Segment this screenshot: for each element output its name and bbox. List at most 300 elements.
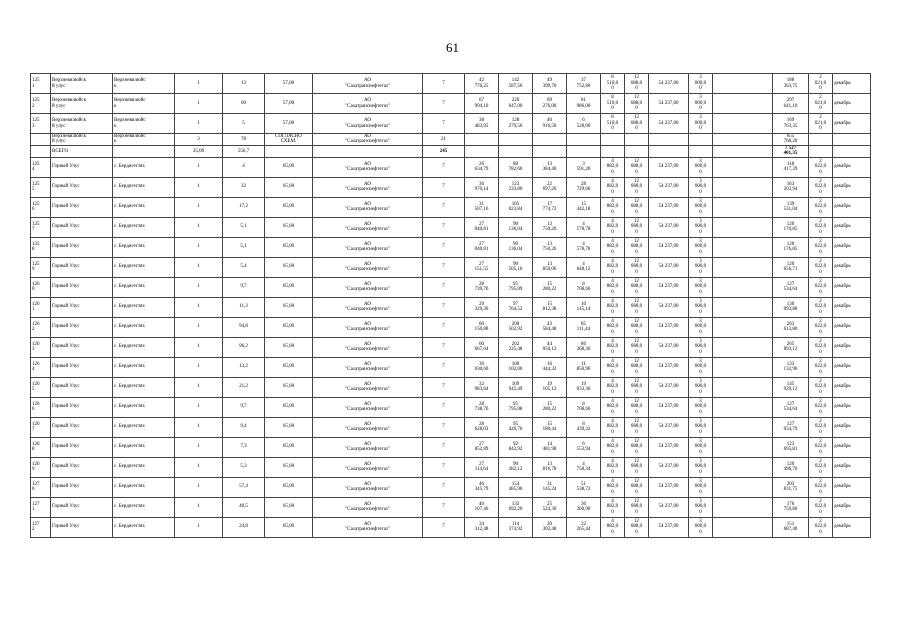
table-cell: 26 634,79 [465,157,499,177]
table-cell: Горный Улус [51,357,113,377]
table-cell: 2 022,0 0 [809,297,833,317]
table-row [31,317,871,337]
table-cell: АО "Сахатранснефтегаз" [313,457,423,477]
table-cell: с. Бердигестях [113,257,175,277]
table-cell: 3 591,20 [567,157,601,177]
table-cell: 3 000,0 0 [689,397,713,417]
table-cell [499,145,533,157]
table-row [31,237,871,257]
table-cell: 13 850,06 [533,257,567,277]
table-cell: 54 237,00 [649,437,689,457]
table-cell: 88 782,60 [499,157,533,177]
table-cell: 67 994,10 [465,94,499,114]
table-cell: Горный Улус [51,237,113,257]
table-cell: 19 105,12 [533,377,567,397]
table-cell: 2 022,0 0 [809,417,833,437]
table-cell: 3 000,0 0 [689,357,713,377]
table-cell: 5,4 [223,257,265,277]
table-cell: 54 237,00 [649,457,689,477]
table-cell: 54 237,00 [649,417,689,437]
table-cell: 7 [423,177,465,197]
table-cell: 7 [423,477,465,497]
table-cell [713,237,773,257]
table-cell: 4 882,0 0 [601,337,625,357]
table-cell: 13 [223,74,265,94]
table-cell: 4 882,0 0 [601,197,625,217]
table-cell: 105 023,84 [499,197,533,217]
table-cell: 69 276,00 [533,94,567,114]
table-cell: Горный Улус [51,157,113,177]
table-cell [833,145,871,157]
table-cell: 188 363,75 [773,74,809,94]
table-cell: 2 022,0 0 [809,457,833,477]
table-cell [31,134,51,146]
table-cell: 123 695,81 [773,437,809,457]
table-cell: 4 [223,157,265,177]
table-cell: 1 [175,277,223,297]
table-cell [499,134,533,146]
table-cell: 54 237,00 [649,377,689,397]
table-cell: декабрь [833,357,871,377]
table-cell: 42 776,25 [465,74,499,94]
table-cell: 54 237,00 [649,177,689,197]
table-cell: Горный Улус [51,337,113,357]
table-cell: Горный Улус [51,177,113,197]
table-cell: 54 237,00 [649,317,689,337]
table-cell: 49 399,70 [533,74,567,94]
table-cell: декабрь [833,377,871,397]
table-cell: 133 692,20 [499,497,533,517]
table-cell: Горный Улус [51,477,113,497]
table-cell: 28 729,60 [567,177,601,197]
table-cell: 65,00 [265,517,313,537]
table-cell: декабрь [833,257,871,277]
table-cell: 2 022,0 0 [809,237,833,257]
table-cell: 2 021,0 0 [809,114,833,134]
table-cell: 22 697,20 [533,177,567,197]
table-cell: 57,00 [265,74,313,94]
table-cell: 12 688,0 0 [625,477,649,497]
table-cell: 17,2 [223,197,265,217]
table-cell: 151 687,40 [773,517,809,537]
table-cell: 4 882,0 0 [601,477,625,497]
table-cell: 4 882,0 0 [601,417,625,437]
table-cell: 1 [175,257,223,277]
table-cell: АО "Сахатранснефтегаз" [313,177,423,197]
table-cell: 1 [175,477,223,497]
table-cell: 24,8 [223,517,265,537]
table-cell [713,357,773,377]
table-cell: 6 553,94 [567,437,601,457]
table-cell: 57,00 [265,94,313,114]
table-cell: 7 [423,277,465,297]
table-cell: 19 033,36 [567,377,601,397]
table-cell: Горный Улус [51,257,113,277]
table-cell: Горный Улус [51,377,113,397]
table-row [31,157,871,177]
table-cell: 3 000,0 0 [689,377,713,397]
table-cell: 65,00 [265,437,313,457]
table-cell [713,397,773,417]
table-cell: 120 496,76 [773,457,809,477]
table-cell: 12 688,0 0 [625,297,649,317]
table-cell: с. Бердигестях [113,237,175,257]
table-cell: Горный Улус [51,297,113,317]
table-cell: 1 [175,94,223,114]
table-cell: 7 [423,377,465,397]
table-cell: 556,7 [223,145,265,157]
table-cell: 15 812,38 [533,297,567,317]
table-cell: 54 237,00 [649,157,689,177]
table-cell: 125 3 [31,114,51,134]
table-cell: 12 688,0 0 [625,177,649,197]
table-cell: 46 345,79 [465,477,499,497]
table-cell: Верхневилюйск й улус [51,94,113,114]
table-cell: АО "Сахатранснефтегаз" [313,114,423,134]
table-cell [713,337,773,357]
table-cell: 2 022,0 0 [809,397,833,417]
table-row [31,217,871,237]
table-cell: 126 1 [31,297,51,317]
table-cell: 12 688,0 0 [625,237,649,257]
table-cell: 12 688,0 0 [625,217,649,237]
table-cell: 125 5 [31,177,51,197]
table-cell: 7 [423,317,465,337]
table-cell: 1 [175,357,223,377]
table-cell: 3 000,0 0 [689,74,713,94]
table-cell [689,145,713,157]
table-cell: 15 180,44 [533,417,567,437]
table-cell: 12 688,0 0 [625,517,649,537]
table-cell: 92 842,92 [499,437,533,457]
table-cell: 203 831,75 [773,477,809,497]
table-cell: 2 022,0 0 [809,217,833,237]
table-cell: 12 688,0 0 [625,157,649,177]
table-cell: 4 882,0 0 [601,157,625,177]
table-cell [833,134,871,146]
table-cell: 4 882,0 0 [601,357,625,377]
table-cell: 4 882,0 0 [601,317,625,337]
table-cell: 1 [175,517,223,537]
table-cell: 145 929,12 [773,377,809,397]
table-cell: СОГЛАСНО СХЕМ. [265,134,313,146]
table-cell: декабрь [833,74,871,94]
table-cell: 27 040,81 [465,217,499,237]
table-cell [313,145,423,157]
table-cell: с. Бердигестях [113,397,175,417]
table-row [31,397,871,417]
table-cell: 4 848,12 [567,257,601,277]
table-cell: с. Бердигестях [113,457,175,477]
table-cell: 65,00 [265,357,313,377]
table-cell: 22 265,44 [567,517,601,537]
table-cell: 4 578,78 [567,237,601,257]
table-cell [567,134,601,146]
table-cell: 126 8 [31,437,51,457]
table-cell: 46 916,50 [533,114,567,134]
table-cell [713,94,773,114]
table-cell [465,134,499,146]
table-cell: 3 000,0 0 [689,177,713,197]
table-cell: 3 [175,134,223,146]
table-cell: декабрь [833,277,871,297]
table-cell: 1 [175,417,223,437]
table-cell: декабрь [833,437,871,457]
table-cell: 5,1 [223,217,265,237]
table-cell: 38 483,95 [465,114,499,134]
table-cell [601,134,625,146]
table-cell: 130 093,88 [773,297,809,317]
table-cell: 1 [175,217,223,237]
table-cell: 90 136,04 [499,237,533,257]
table-cell: 65,00 [265,477,313,497]
table-cell: 36 360,90 [567,497,601,517]
table-cell: 1 [175,437,223,457]
table-cell [649,145,689,157]
table-cell [809,145,833,157]
table-cell: 8 708,66 [567,397,601,417]
table-row [31,94,871,114]
table-cell: 3 000,0 0 [689,417,713,437]
table-cell: 12 688,0 0 [625,277,649,297]
table-cell: 29 329,36 [465,297,499,317]
table-cell: 96,2 [223,337,265,357]
table-cell: 12 688,0 0 [625,257,649,277]
table-cell: 97 764,52 [499,297,533,317]
table-cell: АО "Сахатранснефтегаз" [313,277,423,297]
table-cell: 8 439,32 [567,417,601,437]
table-cell: 40 107,46 [465,497,499,517]
table-cell: 200 502,92 [499,317,533,337]
table-cell [625,145,649,157]
table-cell: 95 795,89 [499,277,533,297]
table-cell [533,134,567,146]
table-cell: 127 2 [31,517,51,537]
table-cell: с. Бердигестях [113,417,175,437]
table-cell: 7 [423,257,465,277]
table-cell [31,145,51,157]
table-cell: 7 [423,297,465,317]
table-row [31,337,871,357]
table-cell: 65,00 [265,377,313,397]
table-cell: 90 382,12 [499,457,533,477]
table-row [31,417,871,437]
table-cell: 7 527 401,35 [773,145,809,157]
table-cell: 30 030,60 [465,357,499,377]
table-cell: 57,00 [265,114,313,134]
table-cell: 125 2 [31,94,51,114]
table-cell: 127 534,64 [773,277,809,297]
table-cell: 54 237,00 [649,297,689,317]
table-cell: 32 [223,177,265,197]
table-cell: декабрь [833,337,871,357]
table-cell: 11,3 [223,297,265,317]
table-cell: 169 763,35 [773,114,809,134]
table-cell: 2 022,0 0 [809,157,833,177]
table-row [31,197,871,217]
table-cell: с. Бердигестях [113,197,175,217]
table-cell: Верхневилюйс к [113,94,175,114]
table-cell: 35,00 [175,145,223,157]
table-cell: 12 688,0 0 [625,74,649,94]
table-cell: декабрь [833,317,871,337]
table-cell: 60 667,64 [465,337,499,357]
table-cell [113,145,175,157]
table-cell: 60 150,88 [465,317,499,337]
table-cell: декабрь [833,417,871,437]
table-cell: 163 203,94 [773,177,809,197]
table-row [31,177,871,197]
table-cell: 90 505,16 [499,257,533,277]
table-cell: 54 237,00 [649,337,689,357]
table-row [31,477,871,497]
table-cell: 2 022,0 0 [809,257,833,277]
table-cell: 1 [175,114,223,134]
table-cell: АО "Сахатранснефтегаз" [313,257,423,277]
table-cell: 12 688,0 0 [625,457,649,477]
table-cell: 2 021,0 0 [809,94,833,114]
table-cell [465,145,499,157]
table-cell: 7 [423,237,465,257]
table-cell: 31 507,16 [465,197,499,217]
table-cell: 139 531,04 [773,197,809,217]
table-cell: 54 237,00 [649,477,689,497]
table-cell [713,317,773,337]
table-cell: 21,2 [223,377,265,397]
table-row [31,437,871,457]
table-cell: 54 237,00 [649,517,689,537]
table-cell: Горный Улус [51,417,113,437]
table-cell: 28 739,76 [465,277,499,297]
table-cell: Верхневилюйс к [113,114,175,134]
table-cell: 120 176,85 [773,217,809,237]
table-cell: Верхневилюйс к [113,74,175,94]
table-cell: Верхневилюйск й улус [51,134,113,146]
table-cell: 13,2 [223,357,265,377]
table-cell: 65,00 [265,297,313,317]
table-cell: 3 000,0 0 [689,217,713,237]
table-cell: 7 [423,157,465,177]
table-row [31,134,871,146]
table-cell: 9,7 [223,397,265,417]
table-cell: 32 983,64 [465,377,499,397]
table-cell: 126 0 [31,277,51,297]
table-cell: Горный Улус [51,497,113,517]
table-cell: 126 6 [31,397,51,417]
table-cell: 8 510,0 0 [601,114,625,134]
table-cell: 126 7 [31,417,51,437]
table-cell: с. Бердигестях [113,517,175,537]
table-cell: АО "Сахатранснефтегаз" [313,134,423,146]
table-cell: 7 [423,497,465,517]
table-cell [713,217,773,237]
table-cell: 123 233,80 [499,177,533,197]
table-cell: 7,3 [223,437,265,457]
table-cell: Горный Улус [51,437,113,457]
table-cell: 4 882,0 0 [601,437,625,457]
table-cell: 8 510,0 0 [601,94,625,114]
table-cell: 2 022,0 0 [809,377,833,397]
table-cell: 25 524,30 [533,497,567,517]
table-cell: 8 510,0 0 [601,74,625,94]
table-cell: 7 [423,417,465,437]
table-cell: 126 4 [31,357,51,377]
table-cell: 51 538,72 [567,477,601,497]
table-cell: декабрь [833,397,871,417]
table-row [31,297,871,317]
table-cell: 54 237,00 [649,114,689,134]
table-cell [713,197,773,217]
table-cell: 13 816,78 [533,457,567,477]
table-cell: Верхневилюйс к [113,134,175,146]
table-cell: 65,00 [265,217,313,237]
table-cell: 7 [423,197,465,217]
table-cell [689,134,713,146]
table-cell [625,134,649,146]
table-cell: 100 102,00 [499,357,533,377]
table-cell: 7 [423,74,465,94]
table-cell [533,145,567,157]
table-cell: 3 000,0 0 [689,317,713,337]
table-cell: с. Бердигестях [113,377,175,397]
table-cell: 78 [223,134,265,146]
table-cell: 118 417,39 [773,157,809,177]
table-cell: 54 237,00 [649,237,689,257]
table-cell: декабрь [833,217,871,237]
table-cell: 297 641,10 [773,94,809,114]
table-cell: 95 795,88 [499,397,533,417]
table-cell: 12 688,0 0 [625,197,649,217]
table-cell: 27 151,55 [465,257,499,277]
table-cell: 13 750,26 [533,237,567,257]
table-cell: 27 040,81 [465,237,499,257]
table-cell: 125 8 [31,237,51,257]
table-cell: 7 [423,114,465,134]
table-cell: 2 022,0 0 [809,357,833,377]
table-cell: 7 [423,337,465,357]
table-cell: 2 022,0 0 [809,317,833,337]
table-cell: 126 5 [31,377,51,397]
table-cell: 14 481,98 [533,437,567,457]
table-cell: АО "Сахатранснефтегаз" [313,317,423,337]
table-row [31,517,871,537]
table-cell: 12 688,0 0 [625,94,649,114]
table-cell: 7 [423,217,465,237]
table-cell [713,477,773,497]
table-cell: 154 485,96 [499,477,533,497]
table-cell [601,145,625,157]
table-cell: 6 528,00 [567,114,601,134]
table-cell: 4 882,0 0 [601,177,625,197]
table-cell: декабрь [833,114,871,134]
table-cell: 12 688,0 0 [625,417,649,437]
table-cell [713,437,773,457]
table-cell: Горный Улус [51,217,113,237]
table-cell: 4 882,0 0 [601,497,625,517]
table-cell: 65,00 [265,197,313,217]
table-cell: 1 [175,457,223,477]
table-cell: АО "Сахатранснефтегаз" [313,217,423,237]
table-cell: 65,00 [265,417,313,437]
table-cell: с. Бердигестях [113,437,175,457]
table-cell: Горный Улус [51,397,113,417]
table-cell: 4 758,34 [567,457,601,477]
table-cell: 34 312,48 [465,517,499,537]
table-cell: Горный Улус [51,197,113,217]
table-cell: 43 584,48 [533,317,567,337]
table-cell: 125 1 [31,74,51,94]
table-cell: 3 000,0 0 [689,94,713,114]
